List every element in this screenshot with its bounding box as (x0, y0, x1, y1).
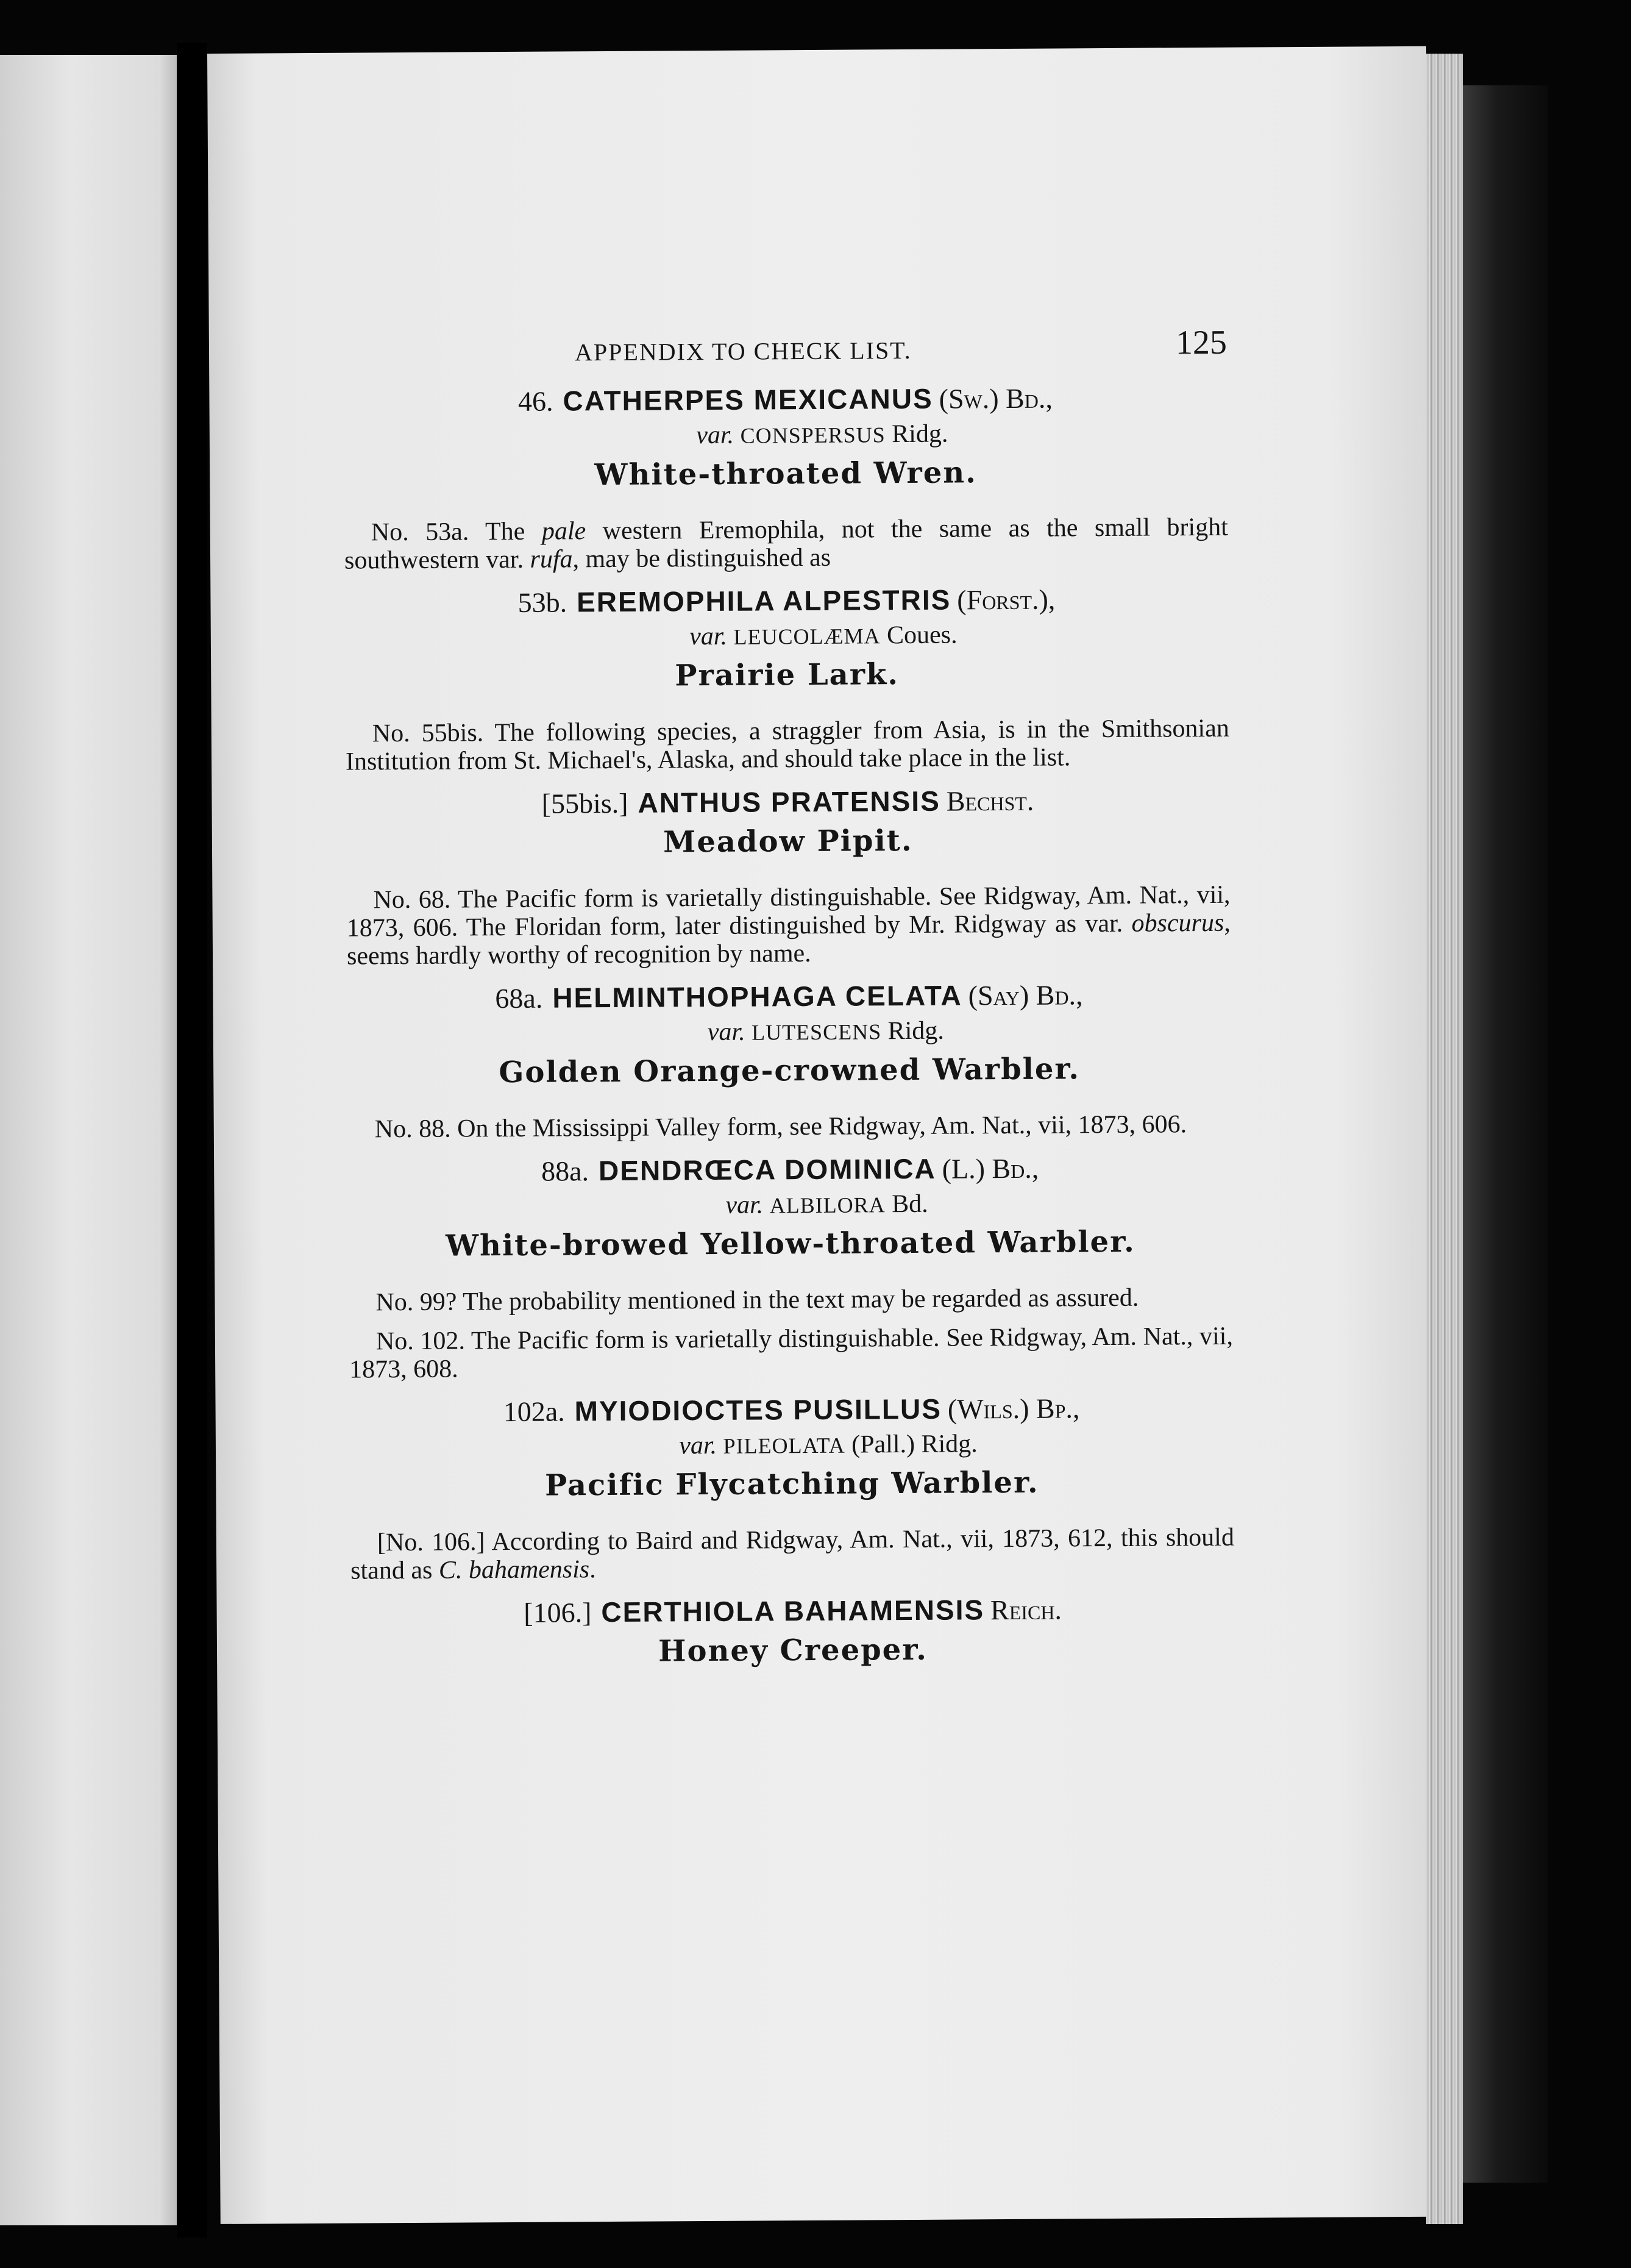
variety-line (421, 1012, 1231, 1052)
species-name: CERTHIOLA BAHAMENSIS (601, 1594, 985, 1628)
var-label: var. (725, 1191, 764, 1219)
species-number: [106.] (524, 1597, 592, 1628)
species-heading (343, 379, 1227, 421)
book-page (207, 46, 1440, 2224)
species-number: 102a. (503, 1396, 565, 1428)
species-authority: (Sw.) Bd., (939, 382, 1053, 415)
species-heading (350, 1591, 1234, 1632)
note-102: No. 102. The Pacific form is varietally distinguishable. See Ridgway, Am. Nat., vii, 1873, 608. (349, 1322, 1234, 1384)
notes-99-102 (349, 1283, 1233, 1384)
note-88: No. 88. On the Mississippi Valley form, see Ridgway, Am. Nat., vii, 1873, 606. (374, 1110, 1187, 1144)
species-number: 68a. (495, 982, 543, 1015)
note-99: No. 99? The probability mentioned in the text may be regarded as assured. (375, 1283, 1139, 1317)
species-authority: Reich. (990, 1594, 1062, 1626)
species-name: ANTHUS PRATENSIS (638, 785, 940, 819)
page-stack-edges (1426, 54, 1463, 2224)
variety-line (423, 1425, 1234, 1465)
var-name: ALBILORA (769, 1193, 886, 1218)
species-number: [55bis.] (541, 787, 628, 819)
common-name: White-browed Yellow-throated Warbler. (446, 1224, 1135, 1263)
facing-page-edge (0, 55, 177, 2225)
variety-line (418, 616, 1229, 656)
species-name: EREMOPHILA ALPESTRIS (576, 583, 951, 618)
var-name: PILEOLATA (723, 1433, 845, 1458)
note-55bis: No. 55bis. The following species, a straggler from Asia, is in the Smithsonian Institution from St. Michael's, Alaska, and should take place in the list. (345, 714, 1229, 776)
var-name: LEUCOLÆMA (733, 624, 881, 649)
species-heading (348, 1149, 1232, 1191)
species-heading (349, 1389, 1233, 1431)
common-name: Honey Creeper. (658, 1632, 928, 1669)
note-53a: No. 53a. The pale western Eremophila, not the same as the small bright southwestern var. rufa, may be distinguished as (344, 513, 1228, 575)
species-name: MYIODIOCTES PUSILLUS (574, 1393, 942, 1427)
common-name: Golden Orange-crowned Warbler. (499, 1052, 1081, 1090)
book-gutter (177, 43, 207, 2238)
species-name: DENDRŒCA DOMINICA (598, 1152, 936, 1187)
variety-line (421, 1185, 1232, 1225)
species-number: 53b. (517, 587, 567, 618)
var-name: LUTESCENS (752, 1019, 882, 1045)
species-authority: (Forst.), (957, 583, 1056, 616)
common-name: White-throated Wren. (594, 455, 978, 493)
var-authority: Bd. (892, 1189, 928, 1219)
right-shadow (1463, 85, 1548, 2183)
var-authority: Coues. (886, 621, 958, 650)
common-name: Meadow Pipit. (663, 823, 913, 860)
var-label: var. (679, 1431, 717, 1460)
var-authority: Ridg. (892, 419, 948, 449)
species-heading (346, 782, 1229, 823)
common-name: Prairie Lark. (675, 657, 900, 693)
species-number: 88a. (541, 1155, 589, 1187)
var-authority: (Pall.) Ridg. (851, 1430, 978, 1459)
variety-line (417, 415, 1228, 455)
var-label: var. (696, 421, 734, 450)
species-name: CATHERPES MEXICANUS (563, 382, 933, 417)
page-number: 125 (1175, 323, 1228, 362)
species-authority: (L.) Bd., (942, 1152, 1039, 1185)
species-heading (344, 580, 1228, 622)
var-name: CONSPERSUS (740, 423, 886, 448)
species-heading (347, 976, 1231, 1018)
page-content (343, 323, 1235, 1674)
var-authority: Ridg. (887, 1016, 944, 1046)
note-106: [No. 106.] According to Baird and Ridgway, Am. Nat., vii, 1873, 612, this should stand as C. bahamensis. (350, 1523, 1235, 1585)
species-authority: Bechst. (946, 785, 1034, 817)
var-label: var. (707, 1018, 745, 1047)
species-authority: (Wils.) Bp., (947, 1393, 1080, 1425)
note-68: No. 68. The Pacific form is varietally distinguishable. See Ridgway, Am. Nat., vii, 1873, 606. The Floridan form, later distinguished by Mr. Ridgway as var. obscurus, seems hardly worthy of recognition by name. (346, 880, 1231, 971)
running-title: APPENDIX TO CHECK LIST. (574, 336, 912, 366)
var-label: var. (689, 622, 728, 651)
species-name: HELMINTHOPHAGA CELATA (552, 979, 962, 1014)
species-number: 46. (517, 385, 553, 417)
running-head (343, 323, 1228, 382)
species-authority: (Say) Bd., (968, 979, 1083, 1011)
common-name: Pacific Flycatching Warbler. (544, 1465, 1039, 1503)
